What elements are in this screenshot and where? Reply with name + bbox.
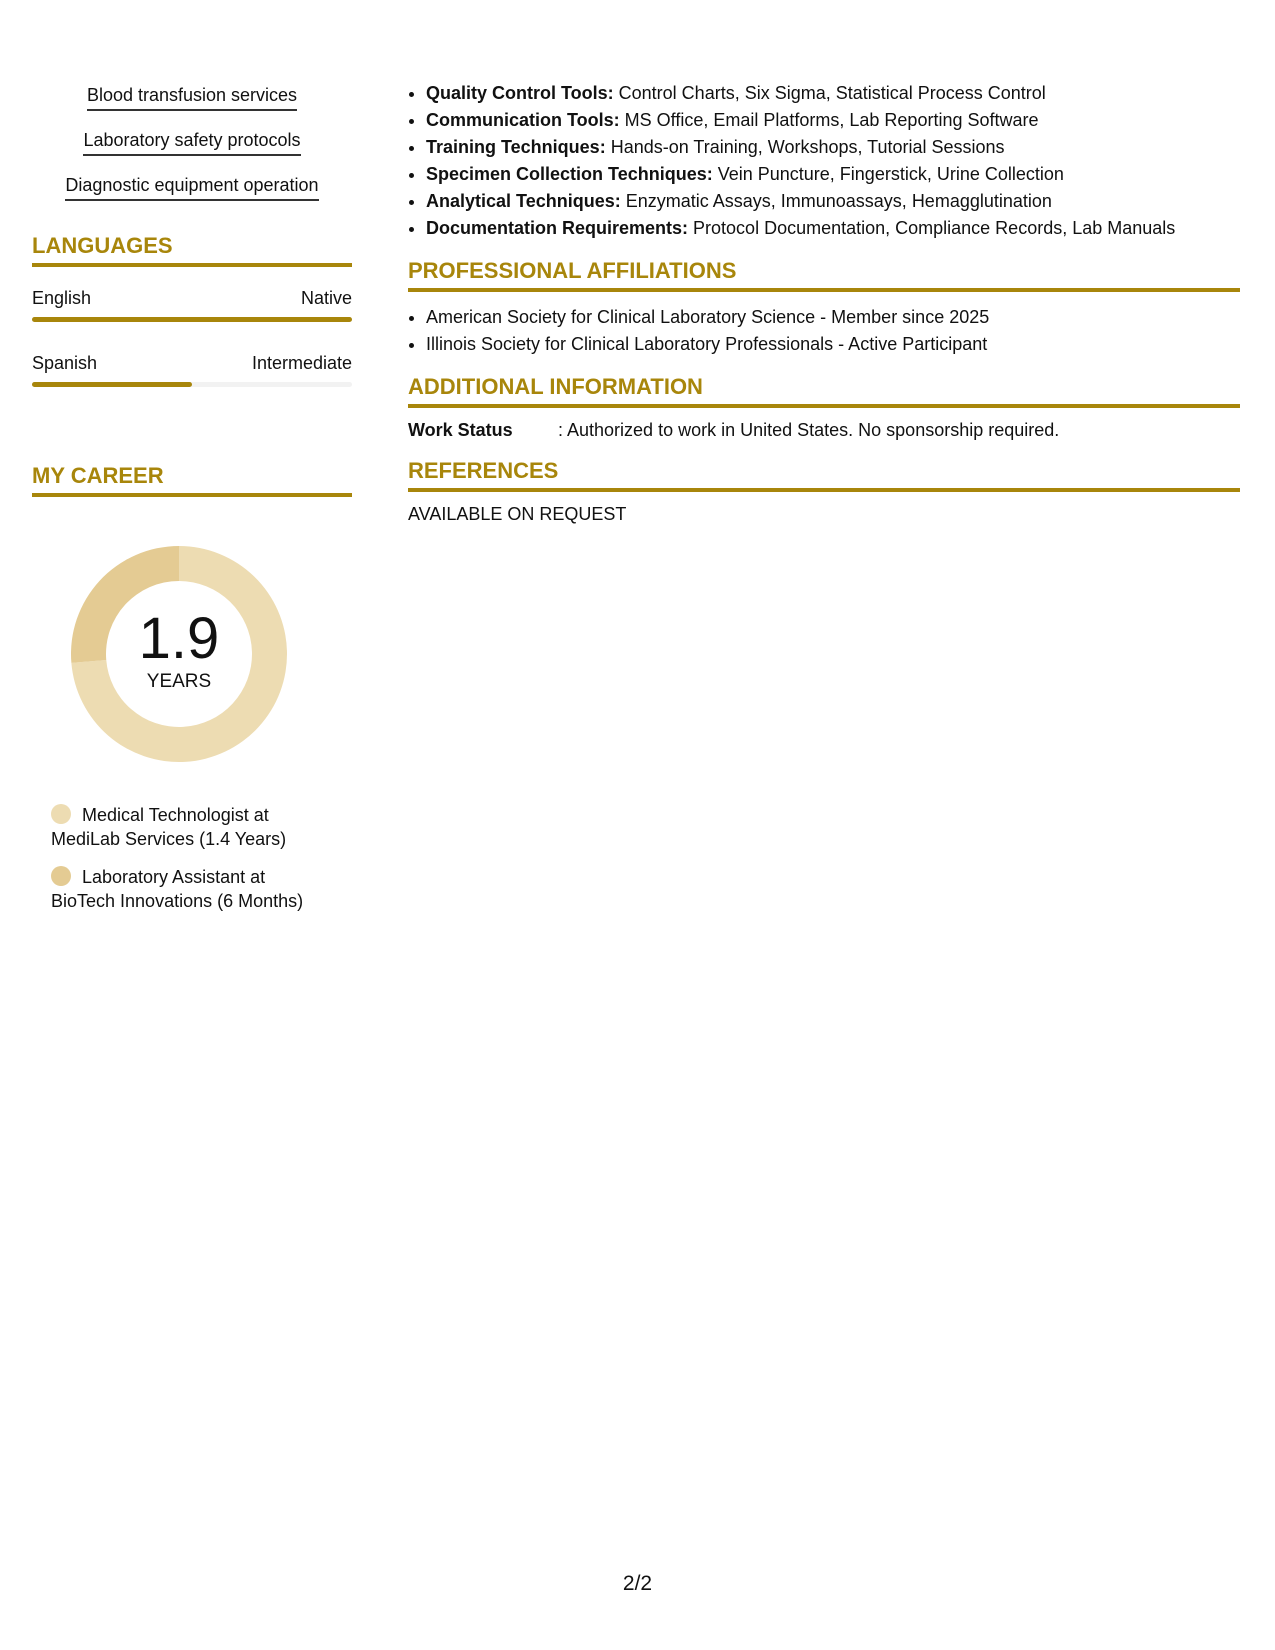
list-item — [426, 80, 1240, 107]
tool-label: Training Techniques: — [426, 137, 606, 157]
list-item — [426, 107, 1240, 134]
affiliations-title: PROFESSIONAL AFFILIATIONS — [408, 258, 1240, 292]
language-bar-fill — [32, 382, 192, 387]
left-column — [32, 80, 352, 927]
legend-dot — [51, 866, 71, 886]
career-total-unit: YEARS — [146, 671, 212, 692]
list-item — [426, 215, 1240, 242]
references-section — [408, 458, 1240, 525]
tool-label: Quality Control Tools: — [426, 83, 614, 103]
list-item — [426, 134, 1240, 161]
work-status-row — [408, 418, 1240, 442]
legend-label: Laboratory Assistant at BioTech Innovations (6 Months) — [51, 867, 304, 911]
skill-tag: Laboratory safety protocols — [83, 129, 300, 156]
affiliations-section — [408, 258, 1240, 358]
list-item — [426, 188, 1240, 215]
language-item — [32, 352, 352, 387]
career-legend — [51, 803, 331, 913]
additional-title: ADDITIONAL INFORMATION — [408, 374, 1240, 408]
right-column — [408, 80, 1240, 525]
language-name: English — [32, 288, 92, 308]
tool-text: Control Charts, Six Sigma, Statistical Process Control — [613, 83, 1046, 103]
language-bar — [32, 382, 352, 387]
skill-tag: Blood transfusion services — [87, 84, 297, 111]
tool-text: MS Office, Email Platforms, Lab Reporting Software — [619, 110, 1039, 130]
tool-text: Protocol Documentation, Compliance Records, Lab Manuals — [688, 218, 1176, 238]
career-title: MY CAREER — [32, 463, 352, 497]
skills-list — [32, 84, 352, 201]
tool-label: Specimen Collection Techniques: — [426, 164, 713, 184]
tool-text: Enzymatic Assays, Immunoassays, Hemagglutination — [620, 191, 1052, 211]
tool-label: Analytical Techniques: — [426, 191, 621, 211]
list-item — [426, 161, 1240, 188]
tool-text: Vein Puncture, Fingerstick, Urine Collection — [712, 164, 1064, 184]
language-level: Native — [300, 288, 352, 308]
tool-text: Hands-on Training, Workshops, Tutorial Sessions — [605, 137, 1005, 157]
legend-item — [51, 803, 331, 851]
additional-section — [408, 374, 1240, 442]
tools-list — [408, 80, 1240, 242]
language-item — [32, 287, 352, 322]
language-level: Intermediate — [251, 353, 352, 373]
career-total-value: 1.9 — [138, 606, 220, 671]
career-section — [32, 463, 352, 913]
skill-tag: Diagnostic equipment operation — [65, 174, 318, 201]
work-status-label: Work Status — [408, 420, 513, 440]
list-item: • American Society for Clinical Laboratory Science - Member since 2025 — [426, 304, 1240, 331]
languages-title: LANGUAGES — [32, 233, 352, 267]
affiliations-list — [408, 304, 1240, 358]
language-bar-fill — [32, 317, 352, 322]
language-bar — [32, 317, 352, 322]
languages-section — [32, 233, 352, 387]
legend-label: Medical Technologist at MediLab Services (1.4 Years) — [51, 805, 287, 849]
legend-item — [51, 865, 331, 913]
legend-dot — [51, 804, 71, 824]
language-name: Spanish — [32, 353, 98, 373]
career-donut — [64, 539, 294, 769]
references-text: AVAILABLE ON REQUEST — [408, 504, 627, 524]
page-number: 2/2 — [622, 1572, 653, 1595]
work-status-value: : Authorized to work in United States. No sponsorship required. — [558, 420, 1060, 440]
references-title: REFERENCES — [408, 458, 1240, 492]
list-item: • Illinois Society for Clinical Laboratory Professionals - Active Participant — [426, 331, 1240, 358]
tool-label: Communication Tools: — [426, 110, 620, 130]
tool-label: Documentation Requirements: — [426, 218, 689, 238]
